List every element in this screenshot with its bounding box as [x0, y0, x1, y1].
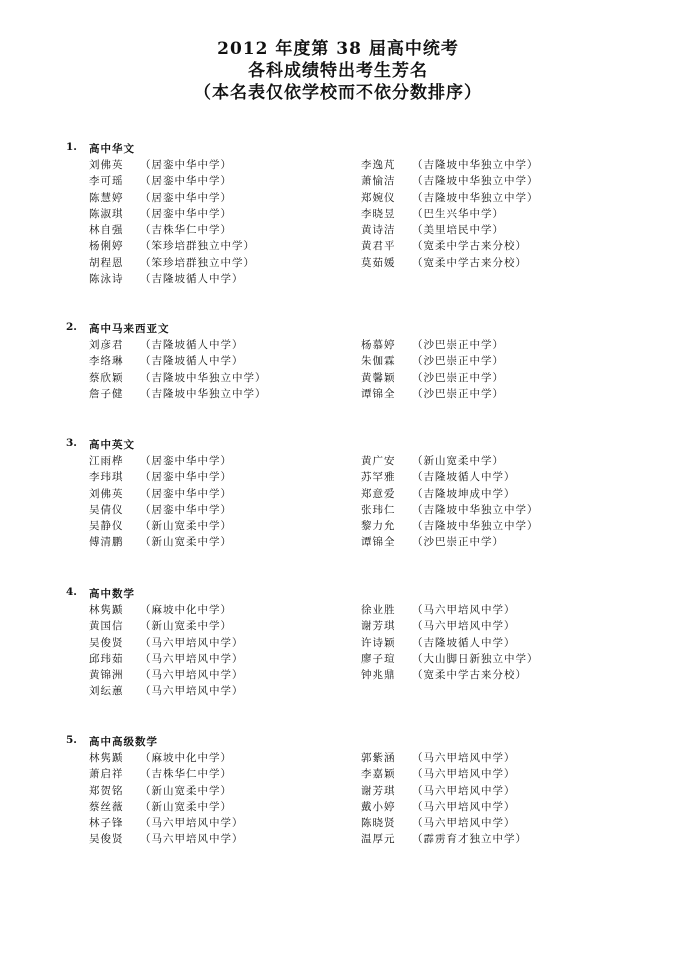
student-row	[0, 255, 676, 271]
student-school: （吉隆坡坤成中学）	[412, 487, 516, 500]
student-name: 林隽踬	[89, 604, 124, 616]
student-name: 郑婉仪	[361, 191, 396, 204]
student-school: （吉隆坡中华独立中学）	[140, 387, 267, 400]
student-name: 谭锦全	[361, 387, 396, 400]
student-school: （新山宽柔中学）	[140, 520, 232, 533]
student-school: （沙巴崇正中学）	[412, 339, 504, 351]
section-number: 4.	[66, 586, 77, 598]
student-school: （新山宽柔中学）	[412, 455, 504, 467]
section-subject-name: 高中华文	[89, 143, 135, 155]
student-school: （马六甲培风中学）	[412, 768, 516, 781]
student-name: 许诗颖	[361, 636, 396, 649]
section-heading	[0, 437, 676, 453]
student-row	[0, 635, 676, 651]
student-name: 陈淑琪	[89, 207, 124, 220]
student-school: （麻坡中化中学）	[140, 752, 232, 764]
student-school: （巴生兴华中学）	[412, 207, 504, 220]
student-school: （马六甲培风中学）	[140, 652, 244, 665]
student-row	[0, 206, 676, 222]
student-name: 詹子健	[89, 387, 124, 400]
student-name: 陈晓贤	[361, 817, 396, 830]
section-number: 1.	[66, 141, 77, 153]
student-name: 林子锋	[89, 817, 124, 830]
student-name: 萧启祥	[89, 768, 124, 781]
student-name: 黄馨颖	[361, 371, 396, 384]
title-line-1: 2012 年度第 38 届高中统考	[217, 39, 459, 59]
student-name: 郑贺铭	[89, 784, 124, 797]
student-school: （沙巴崇正中学）	[412, 387, 504, 400]
student-row	[0, 831, 676, 847]
student-school: （马六甲培风中学）	[412, 784, 516, 797]
student-name: 温厚元	[361, 833, 396, 846]
student-school: （吉隆坡循人中学）	[140, 339, 244, 351]
student-row	[0, 683, 676, 699]
student-name: 江雨桦	[89, 455, 124, 467]
student-school: （马六甲培风中学）	[140, 636, 244, 649]
student-row	[0, 370, 676, 386]
student-name: 李玮琪	[89, 471, 124, 484]
subject-section	[0, 321, 676, 402]
student-school: （居銮中华中学）	[140, 455, 232, 467]
student-school: （居銮中华中学）	[140, 207, 232, 220]
student-list	[0, 750, 676, 848]
student-name: 黄诗洁	[361, 224, 396, 237]
student-name: 朱伽霖	[361, 355, 396, 368]
student-name: 黄锦洲	[89, 669, 124, 682]
section-subject-name: 高中英文	[89, 439, 135, 451]
student-school: （马六甲培风中学）	[412, 800, 516, 813]
student-row	[0, 766, 676, 782]
section-number: 2.	[66, 321, 77, 333]
section-heading	[0, 586, 676, 602]
student-row	[0, 534, 676, 550]
student-name: 蔡丝薇	[89, 800, 124, 813]
student-school: （新山宽柔中学）	[140, 620, 232, 633]
student-school: （马六甲培风中学）	[140, 817, 244, 830]
student-name: 李络琳	[89, 355, 124, 368]
student-row	[0, 502, 676, 518]
student-name: 邱玮茹	[89, 652, 124, 665]
student-name: 陈泳诗	[89, 273, 124, 286]
student-row	[0, 353, 676, 369]
student-school: （吉隆坡循人中学）	[412, 636, 516, 649]
student-school: （吉隆坡循人中学）	[412, 471, 516, 484]
student-name: 黄国信	[89, 620, 124, 633]
student-row	[0, 271, 676, 287]
student-school: （居銮中华中学）	[140, 159, 232, 171]
subject-section	[0, 437, 676, 551]
student-name: 郭紫涵	[361, 752, 396, 764]
student-school: （吉株华仁中学）	[140, 224, 232, 237]
student-school: （新山宽柔中学）	[140, 784, 232, 797]
student-list	[0, 453, 676, 551]
student-row	[0, 651, 676, 667]
title-line-2: 各科成绩特出考生芳名	[248, 61, 428, 81]
section-heading	[0, 141, 676, 157]
section-subject-name: 高中高级数学	[89, 736, 158, 748]
student-name: 杨俐婷	[89, 240, 124, 253]
student-name: 刘佛英	[89, 159, 124, 171]
student-school: （马六甲培风中学）	[412, 604, 516, 616]
student-school: （居銮中华中学）	[140, 175, 232, 188]
student-row	[0, 667, 676, 683]
student-name: 郑意爱	[361, 487, 396, 500]
student-name: 李可瑶	[89, 175, 124, 188]
student-name: 戴小婷	[361, 800, 396, 813]
student-name: 林自强	[89, 224, 124, 237]
student-school: （马六甲培风中学）	[412, 620, 516, 633]
student-name: 谭锦全	[361, 536, 396, 549]
student-name: 杨慕婷	[361, 339, 396, 351]
student-school: （新山宽柔中学）	[140, 800, 232, 813]
student-name: 廖子瑄	[361, 652, 396, 665]
student-school: （大山脚日新独立中学）	[412, 652, 539, 665]
student-school: （美里培民中学）	[412, 224, 504, 237]
student-row	[0, 157, 676, 173]
student-row	[0, 469, 676, 485]
student-school: （吉隆坡循人中学）	[140, 355, 244, 368]
section-heading	[0, 734, 676, 750]
subject-section	[0, 141, 676, 287]
subject-section	[0, 586, 676, 700]
student-school: （马六甲培风中学）	[412, 817, 516, 830]
student-list	[0, 602, 676, 700]
student-name: 刘纭蕙	[89, 685, 124, 698]
student-row	[0, 750, 676, 766]
student-school: （吉隆坡中华独立中学）	[412, 520, 539, 533]
student-school: （笨珍培群独立中学）	[140, 256, 255, 269]
student-school: （宽柔中学古来分校）	[412, 256, 527, 269]
student-row	[0, 602, 676, 618]
student-row	[0, 783, 676, 799]
student-name: 蔡欣颖	[89, 371, 124, 384]
student-name: 黎力允	[361, 520, 396, 533]
student-name: 傅清鹏	[89, 536, 124, 549]
student-school: （马六甲培风中学）	[140, 833, 244, 846]
student-row	[0, 453, 676, 469]
student-school: （霹雳育才独立中学）	[412, 833, 527, 846]
student-school: （居銮中华中学）	[140, 503, 232, 516]
student-list	[0, 157, 676, 287]
document-title-block	[0, 38, 676, 104]
student-name: 李晓昱	[361, 207, 396, 220]
student-name: 吴俊贤	[89, 833, 124, 846]
student-school: （吉隆坡中华独立中学）	[412, 159, 539, 171]
student-name: 吴倩仪	[89, 503, 124, 516]
student-name: 刘彦君	[89, 339, 124, 351]
student-school: （宽柔中学古来分校）	[412, 240, 527, 253]
student-school: （马六甲培风中学）	[140, 685, 244, 698]
student-school: （吉隆坡中华独立中学）	[412, 503, 539, 516]
student-row	[0, 386, 676, 402]
student-row	[0, 799, 676, 815]
section-number: 5.	[66, 734, 77, 746]
student-name: 黄君平	[361, 240, 396, 253]
student-school: （宽柔中学古来分校）	[412, 669, 527, 682]
student-school: （沙巴崇正中学）	[412, 355, 504, 368]
student-school: （居銮中华中学）	[140, 191, 232, 204]
student-name: 林隽踬	[89, 752, 124, 764]
section-number: 3.	[66, 437, 77, 449]
section-subject-name: 高中数学	[89, 588, 135, 600]
student-name: 谢芳琪	[361, 620, 396, 633]
student-row	[0, 190, 676, 206]
student-school: （吉隆坡循人中学）	[140, 273, 244, 286]
student-school: （居銮中华中学）	[140, 487, 232, 500]
student-name: 陈慧婷	[89, 191, 124, 204]
student-name: 胡程恩	[89, 256, 124, 269]
student-school: （新山宽柔中学）	[140, 536, 232, 549]
student-name: 莫茹媛	[361, 256, 396, 269]
title-line-3: （本名表仅依学校而不依分数排序）	[194, 83, 482, 103]
student-school: （马六甲培风中学）	[140, 669, 244, 682]
student-row	[0, 518, 676, 534]
student-school: （吉隆坡中华独立中学）	[412, 191, 539, 204]
student-name: 钟兆鼎	[361, 669, 396, 682]
student-name: 张玮仁	[361, 503, 396, 516]
student-name: 李嘉颖	[361, 768, 396, 781]
student-school: （吉株华仁中学）	[140, 768, 232, 781]
student-list	[0, 337, 676, 402]
student-name: 徐业胜	[361, 604, 396, 616]
student-name: 吴俊贤	[89, 636, 124, 649]
student-name: 李逸芃	[361, 159, 396, 171]
student-row	[0, 222, 676, 238]
section-heading	[0, 321, 676, 337]
student-name: 刘佛英	[89, 487, 124, 500]
student-school: （麻坡中化中学）	[140, 604, 232, 616]
student-name: 黄广安	[361, 455, 396, 467]
student-name: 萧愉洁	[361, 175, 396, 188]
student-school: （吉隆坡中华独立中学）	[140, 371, 267, 384]
student-row	[0, 173, 676, 189]
student-row	[0, 486, 676, 502]
student-school: （居銮中华中学）	[140, 471, 232, 484]
student-school: （马六甲培风中学）	[412, 752, 516, 764]
student-school: （沙巴崇正中学）	[412, 536, 504, 549]
subject-section	[0, 734, 676, 848]
student-name: 谢芳琪	[361, 784, 396, 797]
student-row	[0, 618, 676, 634]
student-row	[0, 238, 676, 254]
student-name: 苏罕雅	[361, 471, 396, 484]
student-school: （笨珍培群独立中学）	[140, 240, 255, 253]
student-school: （沙巴崇正中学）	[412, 371, 504, 384]
student-name: 吴静仪	[89, 520, 124, 533]
section-subject-name: 高中马来西亚文	[89, 323, 170, 335]
student-school: （吉隆坡中华独立中学）	[412, 175, 539, 188]
student-row	[0, 337, 676, 353]
student-row	[0, 815, 676, 831]
